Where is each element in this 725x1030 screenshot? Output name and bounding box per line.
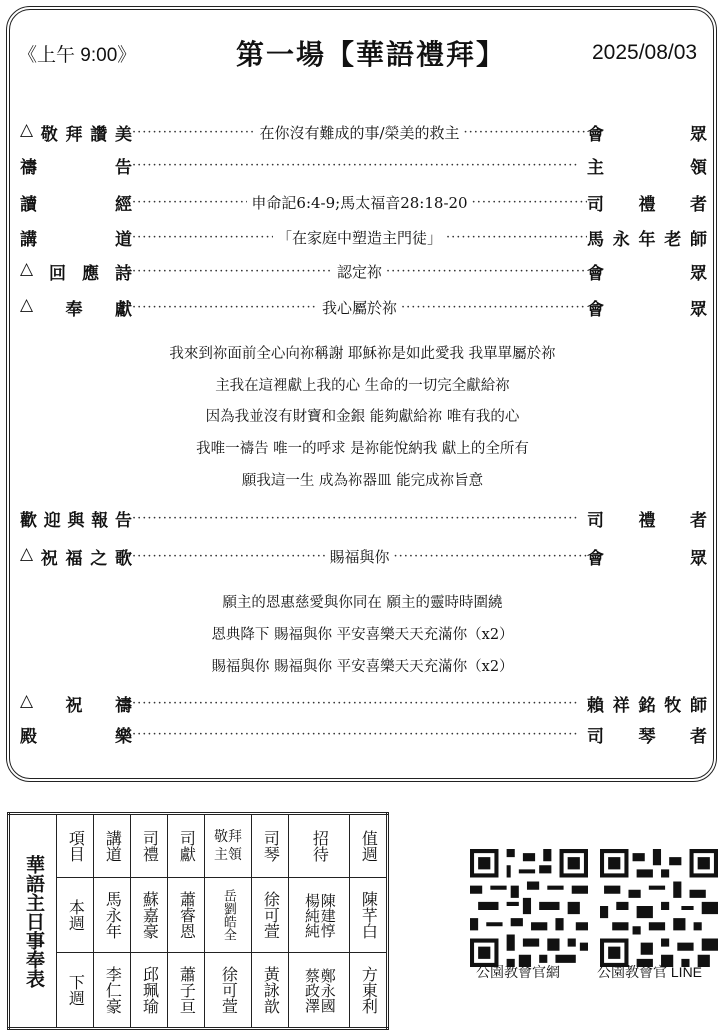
order-row [20, 187, 707, 217]
roster-cell [94, 953, 131, 1029]
roster-header-text: 值週 [359, 830, 379, 862]
roster-cell [252, 953, 289, 1029]
roster-header [94, 814, 131, 878]
order-content: 我心屬於祢 [322, 298, 398, 317]
lyric-line: 因為我並沒有財寶和金銀 能夠獻給祢 唯有我的心 [205, 409, 520, 425]
roster-cell [289, 878, 350, 953]
roster-cell-text: 蕭睿恩 [177, 891, 197, 939]
roster-cell-text: 蕭子亘 [177, 966, 197, 1014]
roster-header-text: 司禮 [140, 830, 160, 862]
roster-header [350, 814, 388, 878]
order-row [20, 256, 707, 286]
lyric-line: 賜福與你 賜福與你 平安喜樂天天充滿你（x2） [211, 659, 514, 675]
roster-cell-text: 方東利 [359, 966, 379, 1014]
lyric-line: 願我這一生 成為祢器皿 能完成祢旨意 [241, 473, 484, 489]
order-row [20, 688, 707, 718]
roster-cell-text: 邱珮瑜 [140, 966, 160, 1014]
lyric-line: 我來到祢面前全心向祢稱謝 耶穌祢是如此愛我 我單單屬於祢 [169, 346, 556, 362]
roster-cell-text: 李仁豪 [103, 966, 123, 1014]
order-label: 殿 樂 [20, 726, 132, 747]
lyric-line: 恩典降下 賜福與你 平安喜樂天天充滿你（x2） [211, 627, 514, 643]
roster-header [289, 814, 350, 878]
order-content: 「在家庭中塑造主門徒」 [277, 228, 443, 247]
roster-cell [205, 878, 252, 953]
order-row [20, 292, 707, 322]
order-label: 禱 告 [20, 157, 132, 178]
roster-cell [168, 878, 205, 953]
roster-cell [350, 953, 388, 1029]
roster-cell-text: 陳建惇 楊純純 [303, 892, 337, 938]
roster-cell-text: 鄭永國 蔡政澤 [303, 967, 337, 1013]
roster-header-text: 司琴 [261, 830, 281, 862]
roster-cell-text: 徐可萱 [261, 891, 281, 939]
roster-title-text: 華語主日事奉表 [22, 854, 45, 988]
roster-week-label [57, 878, 94, 953]
roster-header-text: 敬拜主領 [214, 828, 242, 863]
order-row [20, 541, 707, 571]
order-row [20, 503, 707, 533]
order-label: △ 奉 獻 [20, 294, 132, 320]
order-label: △ 敬 拜 讚 美 [20, 119, 132, 145]
order-row [20, 222, 707, 252]
qr-caption: 公園教會官 LINE [597, 964, 703, 980]
order-content: 認定祢 [337, 262, 383, 281]
roster-week-label-text: 下週 [66, 974, 86, 1006]
roster-cell [289, 953, 350, 1029]
order-leader: 會 眾 [587, 124, 707, 145]
lyric-line: 主我在這裡獻上我的心 生命的一切完全獻給祢 [215, 378, 510, 394]
service-title: 第一場【華語禮拜】 [236, 38, 507, 71]
roster-header [168, 814, 205, 878]
roster-header [57, 814, 94, 878]
roster-title [9, 814, 57, 1029]
roster-header-text: 招待 [310, 830, 330, 862]
order-label: △ 祝 禱 [20, 690, 132, 716]
roster-cell [350, 878, 388, 953]
order-label: 講 道 [20, 229, 132, 250]
roster-week-label [57, 953, 94, 1029]
order-label: △ 祝 福 之 歌 [20, 543, 132, 569]
roster-cell-text: 黃詠歆 [261, 966, 281, 1014]
lyric-line: 我唯一禱告 唯一的呼求 是祢能悅納我 獻上的全所有 [196, 441, 529, 457]
service-time: 《上午 9:00》 [18, 44, 137, 66]
roster-cell [94, 878, 131, 953]
roster-cell-text: 徐可萱 [219, 966, 239, 1014]
order-leader: 會 眾 [587, 548, 707, 569]
order-row [20, 150, 707, 180]
order-leader: 司 禮 者 [587, 510, 707, 531]
order-content: 賜福與你 [329, 547, 390, 566]
roster-cell-text: 陳芊白 [359, 891, 379, 939]
order-label: 讀 經 [20, 194, 132, 215]
roster-header [252, 814, 289, 878]
order-leader: 主 領 [587, 157, 707, 178]
order-label: △ 回 應 詩 [20, 258, 132, 284]
qr-caption: 公園教會官網 [476, 964, 560, 980]
roster-cell [168, 953, 205, 1029]
order-row [20, 719, 707, 749]
order-row [20, 117, 707, 147]
order-content: 申命記6:4-9;馬太福音28:18-20 [251, 193, 468, 212]
order-leader: 司 琴 者 [587, 726, 707, 747]
roster-week-label-text: 本週 [66, 899, 86, 931]
roster-cell-text: 蘇嘉豪 [140, 891, 160, 939]
roster-cell [131, 953, 168, 1029]
duty-roster-table [7, 812, 389, 1030]
order-content: 在你沒有難成的事/榮美的救主 [259, 123, 460, 142]
roster-header-text: 司獻 [177, 830, 197, 862]
lyric-line: 願主的恩惠慈愛與你同在 願主的靈時時圍繞 [222, 595, 503, 611]
service-date: 2025/08/03 [592, 41, 698, 64]
roster-cell [131, 878, 168, 953]
order-leader: 賴 祥 銘 牧 師 [587, 695, 707, 716]
order-leader: 會 眾 [587, 263, 707, 284]
order-label: 歡 迎 與 報 告 [20, 510, 132, 531]
roster-header-text: 講道 [103, 830, 123, 862]
website-qr-code[interactable] [470, 849, 588, 967]
order-leader: 馬 永 年 老 師 [587, 229, 707, 250]
line-qr-code[interactable] [600, 849, 718, 967]
roster-cell [205, 953, 252, 1029]
roster-header-text: 項目 [66, 830, 86, 862]
roster-header [205, 814, 252, 878]
roster-cell-text: 岳劉皓全 [220, 889, 236, 941]
order-leader: 司 禮 者 [587, 194, 707, 215]
roster-header [131, 814, 168, 878]
roster-cell [252, 878, 289, 953]
roster-cell-text: 馬永年 [103, 891, 123, 939]
order-leader: 會 眾 [587, 299, 707, 320]
